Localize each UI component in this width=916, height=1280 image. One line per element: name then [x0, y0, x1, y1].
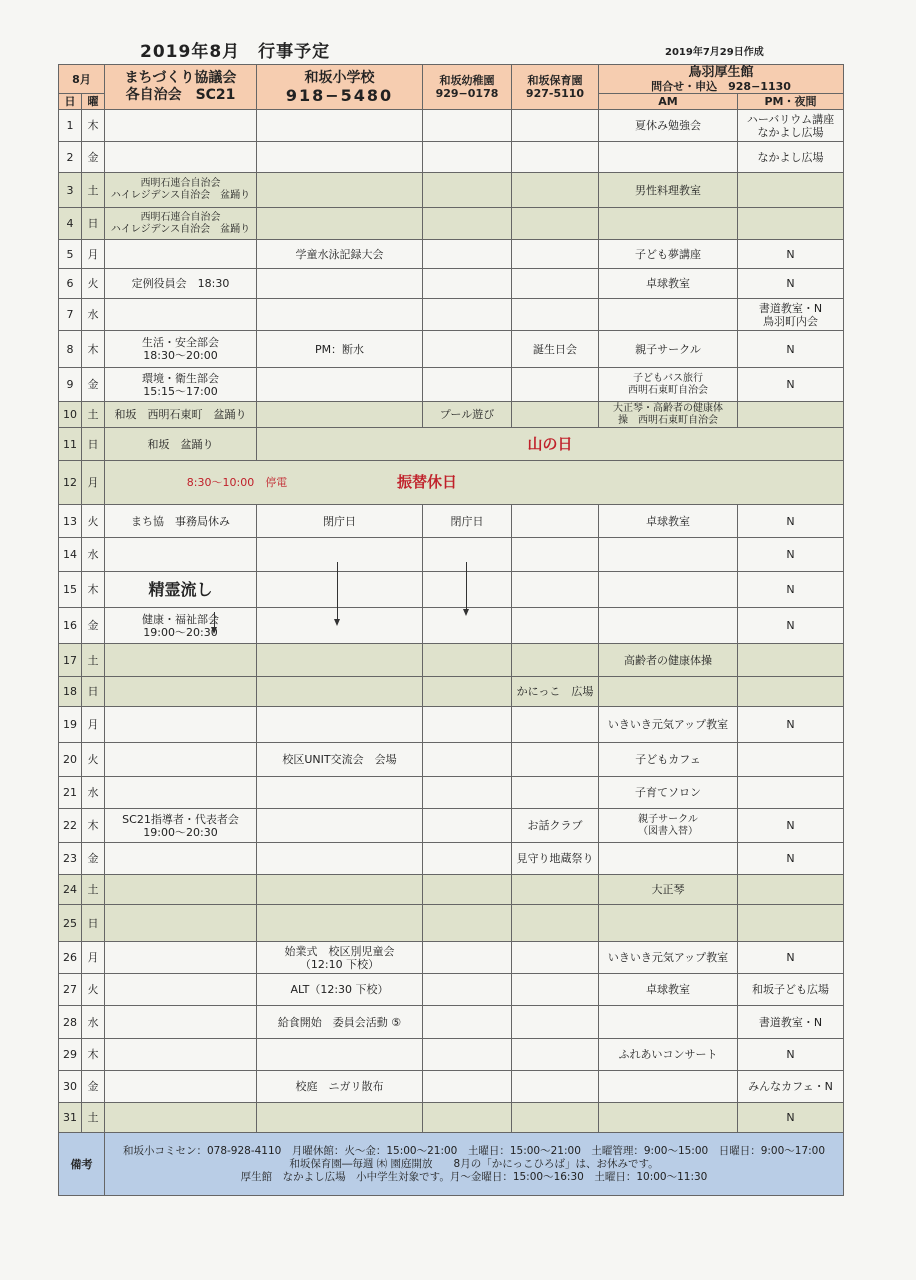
center-am-cell: [599, 1006, 738, 1039]
center-pm-cell: N: [738, 942, 844, 974]
center-pm-cell: [738, 743, 844, 777]
school-cell: [257, 1103, 423, 1133]
center-pm-cell: ハーバリウム講座 なかよし広場: [738, 110, 844, 142]
machi-cell: 和坂 西明石東町 盆踊り: [105, 402, 257, 428]
table-row: [59, 368, 844, 402]
day-number: 19: [59, 707, 82, 743]
down-arrow-icon: [466, 562, 467, 614]
machi-cell: [105, 299, 257, 331]
nursery-cell: [512, 402, 599, 428]
center-am-cell: ふれあいコンサート: [599, 1039, 738, 1071]
nursery-cell: [512, 1039, 599, 1071]
weekday: 木: [82, 572, 105, 608]
weekday: 木: [82, 110, 105, 142]
kinder-cell: [423, 707, 512, 743]
day-number: 23: [59, 843, 82, 875]
school-cell: [257, 572, 423, 608]
table-row: [59, 269, 844, 299]
kinder-cell: 閉庁日: [423, 505, 512, 538]
day-number: 26: [59, 942, 82, 974]
machi-cell: 環境・衛生部会 15:15〜17:00: [105, 368, 257, 402]
table-row: [59, 707, 844, 743]
center-am-cell: [599, 1103, 738, 1133]
school-cell: [257, 368, 423, 402]
nursery-cell: [512, 269, 599, 299]
center-pm-cell: なかよし広場: [738, 142, 844, 173]
school-cell: 給食開始 委員会活動 ⑤: [257, 1006, 423, 1039]
nursery-cell: [512, 875, 599, 905]
school-cell: 校庭 ニガリ散布: [257, 1071, 423, 1103]
center-am-cell: [599, 572, 738, 608]
holiday-cell: 山の日: [257, 428, 844, 461]
weekday: 火: [82, 743, 105, 777]
center-pm-cell: N: [738, 240, 844, 269]
center-am-cell: [599, 142, 738, 173]
school-cell: [257, 142, 423, 173]
kinder-cell: [423, 1103, 512, 1133]
table-row: [59, 299, 844, 331]
machi-cell: [105, 843, 257, 875]
weekday: 火: [82, 269, 105, 299]
table-row: [59, 809, 844, 843]
weekday: 金: [82, 1071, 105, 1103]
center-pm-cell: [738, 208, 844, 240]
center-pm-cell: [738, 402, 844, 428]
center-pm-cell: [738, 875, 844, 905]
center-am-cell: 親子サークル: [599, 331, 738, 368]
kinder-cell: [423, 875, 512, 905]
center-am-cell: 子どもバス旅行 西明石東町自治会: [599, 368, 738, 402]
notes-line-2: 和坂保育園―毎週 ㈭ 園庭開放 8月の「かにっこひろば」は、お休みです。: [289, 1157, 659, 1170]
weekday: 土: [82, 875, 105, 905]
center-am-cell: [599, 208, 738, 240]
kinder-cell: [423, 240, 512, 269]
weekday: 木: [82, 331, 105, 368]
day-number: 21: [59, 777, 82, 809]
nursery-cell: [512, 644, 599, 677]
day-number: 14: [59, 538, 82, 572]
center-pm-cell: N: [738, 1039, 844, 1071]
weekday: 火: [82, 974, 105, 1006]
notes-line-1: 和坂小コミセン：078-928-4110 月曜休館：火〜金：15:00〜21:00 土曜日：15:00〜21:00 土曜管理：9:00〜15:00 日曜日：9:00〜17:00: [122, 1144, 826, 1157]
machi-cell: [105, 1006, 257, 1039]
day-number: 15: [59, 572, 82, 608]
school-cell: 閉庁日: [257, 505, 423, 538]
center-pm-cell: 書道教室・N: [738, 1006, 844, 1039]
kinder-cell: [423, 208, 512, 240]
nursery-cell: [512, 368, 599, 402]
kinder-cell: [423, 331, 512, 368]
school-cell: [257, 777, 423, 809]
weekday: 日: [82, 677, 105, 707]
school-cell: [257, 809, 423, 843]
nursery-header: 和坂保育園 927-5110: [512, 65, 599, 110]
table-row: [59, 402, 844, 428]
center-pm-cell: N: [738, 1103, 844, 1133]
machi-cell: [105, 942, 257, 974]
nursery-cell: [512, 1103, 599, 1133]
nursery-cell: [512, 608, 599, 644]
nursery-cell: [512, 240, 599, 269]
center-am-cell: いきいき元気アップ教室: [599, 707, 738, 743]
school-cell: PM：断水: [257, 331, 423, 368]
nursery-cell: [512, 707, 599, 743]
center-pm-cell: [738, 677, 844, 707]
machi-header: まちづくり協議会 各自治会 SC21: [105, 65, 257, 110]
table-row: [59, 905, 844, 942]
nursery-cell: お話クラブ: [512, 809, 599, 843]
center-am-cell: [599, 299, 738, 331]
kinder-cell: プール遊び: [423, 402, 512, 428]
kinder-header: 和坂幼稚園 929−0178: [423, 65, 512, 110]
table-row: [59, 173, 844, 208]
kinder-cell: [423, 809, 512, 843]
machi-cell: SC21指導者・代表者会 19:00〜20:30: [105, 809, 257, 843]
weekday: 金: [82, 142, 105, 173]
notes-row: [59, 1133, 844, 1196]
machi-cell: [105, 743, 257, 777]
center-pm-cell: [738, 905, 844, 942]
table-row: [59, 608, 844, 644]
weekday: 火: [82, 505, 105, 538]
school-cell: [257, 843, 423, 875]
table-row: [59, 142, 844, 173]
nursery-cell: [512, 572, 599, 608]
kinder-cell: [423, 905, 512, 942]
machi-cell: [105, 240, 257, 269]
day-number: 6: [59, 269, 82, 299]
nursery-cell: [512, 538, 599, 572]
machi-cell: [105, 1071, 257, 1103]
school-cell: [257, 538, 423, 572]
school-cell: 始業式 校区別児童会 （12:10 下校）: [257, 942, 423, 974]
weekday: 木: [82, 809, 105, 843]
nursery-cell: [512, 505, 599, 538]
table-row: [59, 875, 844, 905]
center-pm-cell: みんなカフェ・N: [738, 1071, 844, 1103]
center-am-header: AM: [599, 94, 738, 110]
center-am-cell: [599, 905, 738, 942]
kinder-cell: [423, 942, 512, 974]
day-number: 7: [59, 299, 82, 331]
day-number: 10: [59, 402, 82, 428]
center-header: 鳥羽厚生館 問合せ・申込 928−1130: [599, 65, 844, 94]
page-title: 2019年8月 行事予定: [140, 42, 331, 62]
day-number: 18: [59, 677, 82, 707]
day-number: 8: [59, 331, 82, 368]
weekday: 水: [82, 538, 105, 572]
nursery-cell: [512, 743, 599, 777]
center-am-cell: 親子サークル （図書入替）: [599, 809, 738, 843]
table-row: [59, 843, 844, 875]
school-cell: 校区UNIT交流会 会場: [257, 743, 423, 777]
center-pm-header: PM・夜間: [738, 94, 844, 110]
kinder-cell: [423, 1071, 512, 1103]
day-number: 27: [59, 974, 82, 1006]
machi-cell: [105, 707, 257, 743]
center-am-cell: 男性料理教室: [599, 173, 738, 208]
day-number: 1: [59, 110, 82, 142]
day-number: 22: [59, 809, 82, 843]
machi-cell: [105, 677, 257, 707]
weekday: 水: [82, 1006, 105, 1039]
kinder-cell: [423, 269, 512, 299]
school-cell: [257, 299, 423, 331]
center-am-cell: 卓球教室: [599, 505, 738, 538]
center-am-cell: 卓球教室: [599, 269, 738, 299]
school-cell: ALT（12:30 下校）: [257, 974, 423, 1006]
table-row: [59, 1006, 844, 1039]
table-row: [59, 240, 844, 269]
nursery-cell: [512, 777, 599, 809]
down-arrow-icon: [337, 562, 338, 624]
machi-cell: [105, 644, 257, 677]
day-number: 28: [59, 1006, 82, 1039]
notes-line-3: 厚生館 なかよし広場 小中学生対象です。月〜金曜日：15:00〜16:30 土曜日：10:00〜11:30: [240, 1170, 708, 1183]
center-am-cell: [599, 843, 738, 875]
created-date: 2019年7月29日作成: [665, 47, 764, 58]
day-number: 4: [59, 208, 82, 240]
machi-cell: 西明石連合自治会 ハイレジデンス自治会 盆踊り: [105, 173, 257, 208]
kinder-cell: [423, 843, 512, 875]
day-number: 31: [59, 1103, 82, 1133]
kinder-cell: [423, 777, 512, 809]
table-row: [59, 505, 844, 538]
center-pm-cell: N: [738, 331, 844, 368]
center-am-cell: 子ども夢講座: [599, 240, 738, 269]
day-number: 2: [59, 142, 82, 173]
day-number: 13: [59, 505, 82, 538]
machi-cell: [105, 905, 257, 942]
day-number: 9: [59, 368, 82, 402]
kinder-cell: [423, 1039, 512, 1071]
machi-cell: [105, 974, 257, 1006]
kinder-cell: [423, 110, 512, 142]
school-cell: [257, 905, 423, 942]
schedule-table: [58, 64, 844, 1196]
center-pm-cell: [738, 173, 844, 208]
day-label: 日: [59, 94, 82, 110]
center-pm-cell: N: [738, 572, 844, 608]
nursery-cell: [512, 142, 599, 173]
machi-cell: [105, 538, 257, 572]
weekday: 金: [82, 843, 105, 875]
weekday: 月: [82, 240, 105, 269]
weekday: 土: [82, 173, 105, 208]
weekday: 木: [82, 1039, 105, 1071]
center-pm-cell: [738, 777, 844, 809]
machi-cell: [105, 110, 257, 142]
center-pm-cell: N: [738, 269, 844, 299]
center-pm-cell: 和坂子ども広場: [738, 974, 844, 1006]
weekday: 月: [82, 707, 105, 743]
center-pm-cell: N: [738, 707, 844, 743]
school-cell: [257, 402, 423, 428]
weekday: 日: [82, 428, 105, 461]
kinder-cell: [423, 299, 512, 331]
table-row: [59, 461, 844, 505]
school-cell: [257, 1039, 423, 1071]
table-row: [59, 974, 844, 1006]
nursery-cell: [512, 1006, 599, 1039]
school-header: 和坂小学校 918−5480: [257, 65, 423, 110]
school-cell: [257, 269, 423, 299]
table-row: [59, 644, 844, 677]
machi-cell: [105, 1103, 257, 1133]
kinder-cell: [423, 173, 512, 208]
machi-cell: 精霊流し: [105, 572, 257, 608]
center-am-cell: 子育てソロン: [599, 777, 738, 809]
center-am-cell: 卓球教室: [599, 974, 738, 1006]
notes-label: 備考: [59, 1133, 105, 1196]
kinder-cell: [423, 743, 512, 777]
school-cell: [257, 875, 423, 905]
weekday: 金: [82, 608, 105, 644]
weekday: 月: [82, 461, 105, 505]
table-row: [59, 743, 844, 777]
machi-cell: [105, 142, 257, 173]
center-pm-cell: N: [738, 505, 844, 538]
nursery-cell: 誕生日会: [512, 331, 599, 368]
weekday: 水: [82, 777, 105, 809]
kinder-cell: [423, 142, 512, 173]
nursery-cell: [512, 173, 599, 208]
day-number: 5: [59, 240, 82, 269]
day-number: 3: [59, 173, 82, 208]
nursery-cell: かにっこ 広場: [512, 677, 599, 707]
kinder-cell: [423, 368, 512, 402]
kinder-cell: [423, 572, 512, 608]
day-number: 25: [59, 905, 82, 942]
weekday: 金: [82, 368, 105, 402]
school-cell: [257, 677, 423, 707]
nursery-cell: [512, 974, 599, 1006]
day-number: 20: [59, 743, 82, 777]
nursery-cell: [512, 208, 599, 240]
center-am-cell: [599, 538, 738, 572]
kinder-cell: [423, 644, 512, 677]
notes-text: [105, 1133, 844, 1196]
table-row: [59, 942, 844, 974]
school-cell: [257, 208, 423, 240]
weekday: 水: [82, 299, 105, 331]
table-row: [59, 208, 844, 240]
center-am-cell: [599, 677, 738, 707]
nursery-cell: [512, 110, 599, 142]
table-row: [59, 1039, 844, 1071]
weekday-label: 曜: [82, 94, 105, 110]
day-number: 12: [59, 461, 82, 505]
center-pm-cell: N: [738, 608, 844, 644]
machi-cell: 西明石連合自治会 ハイレジデンス自治会 盆踊り: [105, 208, 257, 240]
weekday: 日: [82, 208, 105, 240]
kinder-cell: [423, 1006, 512, 1039]
center-am-cell: 子どもカフェ: [599, 743, 738, 777]
table-row: [59, 677, 844, 707]
table-row: [59, 110, 844, 142]
table-row: [59, 1071, 844, 1103]
day-number: 16: [59, 608, 82, 644]
center-pm-cell: N: [738, 368, 844, 402]
center-pm-cell: N: [738, 843, 844, 875]
center-am-cell: 高齢者の健康体操: [599, 644, 738, 677]
machi-cell: [105, 875, 257, 905]
table-row: [59, 538, 844, 572]
center-pm-cell: 書道教室・N 鳥羽町内会: [738, 299, 844, 331]
school-cell: [257, 644, 423, 677]
center-am-cell: いきいき元気アップ教室: [599, 942, 738, 974]
table-row: [59, 777, 844, 809]
day-number: 24: [59, 875, 82, 905]
nursery-cell: [512, 299, 599, 331]
day-number: 29: [59, 1039, 82, 1071]
day-number: 30: [59, 1071, 82, 1103]
center-am-cell: [599, 1071, 738, 1103]
machi-cell: 定例役員会 18:30: [105, 269, 257, 299]
weekday: 土: [82, 1103, 105, 1133]
school-cell: 学童水泳記録大会: [257, 240, 423, 269]
month-header: 8月: [59, 65, 105, 94]
school-cell: [257, 173, 423, 208]
center-pm-cell: [738, 644, 844, 677]
day-number: 17: [59, 644, 82, 677]
down-arrow-icon: [214, 612, 215, 632]
nursery-cell: [512, 942, 599, 974]
holiday-cell: 8:30〜10:00 停電 振替休日: [105, 461, 844, 505]
center-am-cell: 夏休み勉強会: [599, 110, 738, 142]
center-am-cell: [599, 608, 738, 644]
machi-cell: 生活・安全部会 18:30〜20:00: [105, 331, 257, 368]
kinder-cell: [423, 538, 512, 572]
machi-cell: [105, 777, 257, 809]
table-row: [59, 572, 844, 608]
machi-cell: まち協 事務局休み: [105, 505, 257, 538]
machi-cell: [105, 1039, 257, 1071]
weekday: 土: [82, 644, 105, 677]
nursery-cell: [512, 1071, 599, 1103]
center-am-cell: 大正琴: [599, 875, 738, 905]
day-number: 11: [59, 428, 82, 461]
nursery-cell: [512, 905, 599, 942]
school-cell: [257, 707, 423, 743]
weekday: 土: [82, 402, 105, 428]
machi-cell: 和坂 盆踊り: [105, 428, 257, 461]
kinder-cell: [423, 677, 512, 707]
table-row: [59, 428, 844, 461]
header-row: [59, 65, 844, 94]
nursery-cell: 見守り地蔵祭り: [512, 843, 599, 875]
table-row: [59, 331, 844, 368]
center-pm-cell: N: [738, 538, 844, 572]
center-pm-cell: N: [738, 809, 844, 843]
table-row: [59, 1103, 844, 1133]
center-am-cell: 大正琴・高齢者の健康体 操 西明石東町自治会: [599, 402, 738, 428]
machi-cell: 健康・福祉部会 19:00〜20:30: [105, 608, 257, 644]
kinder-cell: [423, 974, 512, 1006]
school-cell: [257, 110, 423, 142]
weekday: 月: [82, 942, 105, 974]
weekday: 日: [82, 905, 105, 942]
